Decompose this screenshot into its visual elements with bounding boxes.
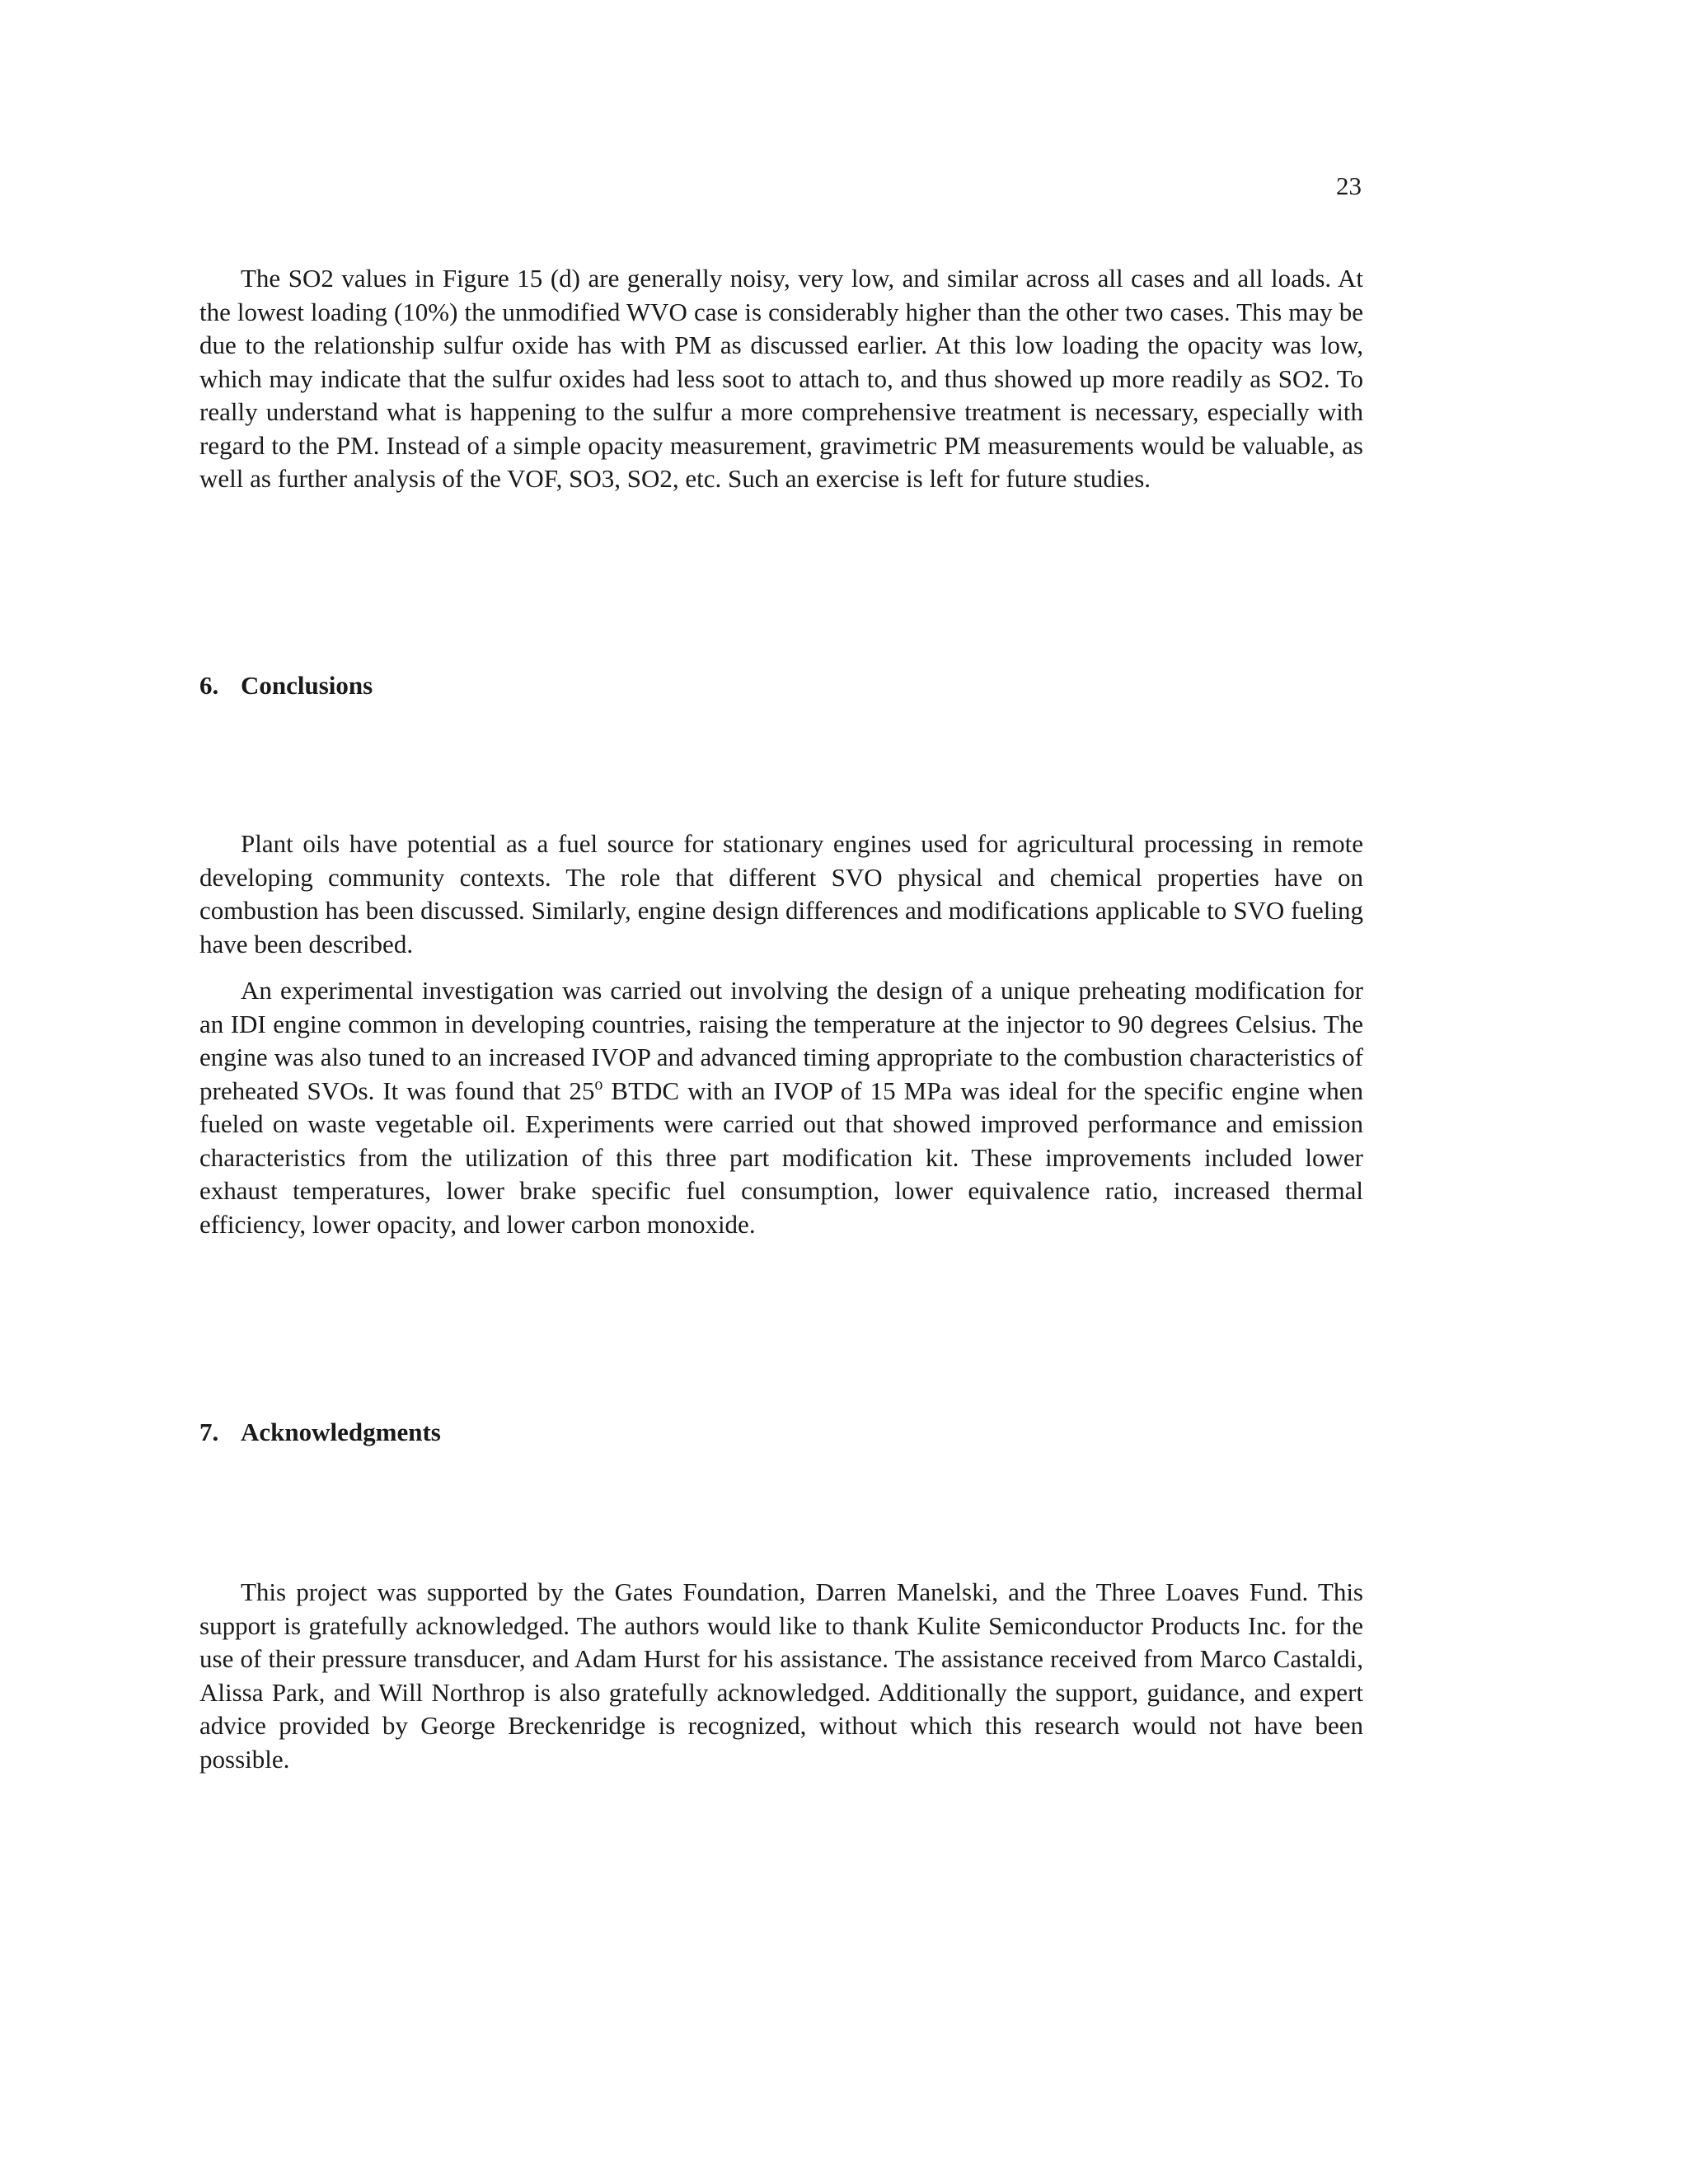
section-title: Conclusions xyxy=(241,671,373,700)
conclusions-paragraph-1: Plant oils have potential as a fuel source for stationary engines used for agricultural processing in remote developing community contexts. The role that different SVO physical and chemical properties have on combustion has been discussed. Similarly, engine design differences and modifications applicable to SVO fueling have been described. xyxy=(199,829,1363,958)
section-heading-conclusions xyxy=(199,669,373,702)
acknowledgments-paragraph: This project was supported by the Gates Foundation, Darren Manelski, and the Three Loaves Fund. This support is gratefully acknowledged. The authors would like to thank Kulite Semiconductor Products Inc. for the use of their pressure transducer, and Adam Hurst for his assistance. The assistance received from Marco Castaldi, Alissa Park, and Will Northrop is also gratefully acknowledged. Additionally the support, guidance, and expert advice provided by George Breckenridge is recognized, without which this research would not have been possible. xyxy=(199,1577,1363,1774)
conclusions-paragraph-2 xyxy=(199,974,1363,1241)
section-number: 6. xyxy=(199,671,219,700)
intro-paragraph: The SO2 values in Figure 15 (d) are generally noisy, very low, and similar across all cases and all loads. At the lowest loading (10%) the unmodified WVO case is considerably higher than the other two cases. This may be due to the relationship sulfur oxide has with PM as discussed earlier. At this low loading the opacity was low, which may indicate that the sulfur oxides had less soot to attach to, and thus showed up more readily as SO2. To really understand what is happening to the sulfur a more comprehensive treatment is necessary, especially with regard to the PM. Instead of a simple opacity measurement, gravimetric PM measurements would be valuable, as well as further analysis of the VOF, SO3, SO2, etc. Such an exercise is left for future studies. xyxy=(199,264,1363,493)
conclusions-paragraph-2-part-2: BTDC with an IVOP of 15 MPa was ideal for the specific engine when fueled on waste vegetable oil. Experiments were carried out that showed improved performance and emission characteristics from the utilization of this three part modification kit. These improvements included lower exhaust temperatures, lower brake specific fuel consumption, lower equivalence ratio, increased thermal efficiency, lower opacity, and lower carbon monoxide. xyxy=(199,1076,1363,1239)
section-number: 7. xyxy=(199,1418,219,1446)
section-title: Acknowledgments xyxy=(241,1418,441,1446)
page-number: 23 xyxy=(1336,171,1362,200)
section-heading-acknowledgments xyxy=(199,1416,441,1449)
degree-superscript: o xyxy=(594,1075,603,1094)
conclusions-paragraph-2-part-1: An experimental investigation was carried out involving the design of a unique preheating modification for an IDI engine common in developing countries, raising the temperature at the injector to 90 degrees Celsius. The engine was also tuned to an increased IVOP and advanced timing appropriate to the combustion characteristics of preheated SVOs. It was found that 25 xyxy=(199,976,1363,1105)
